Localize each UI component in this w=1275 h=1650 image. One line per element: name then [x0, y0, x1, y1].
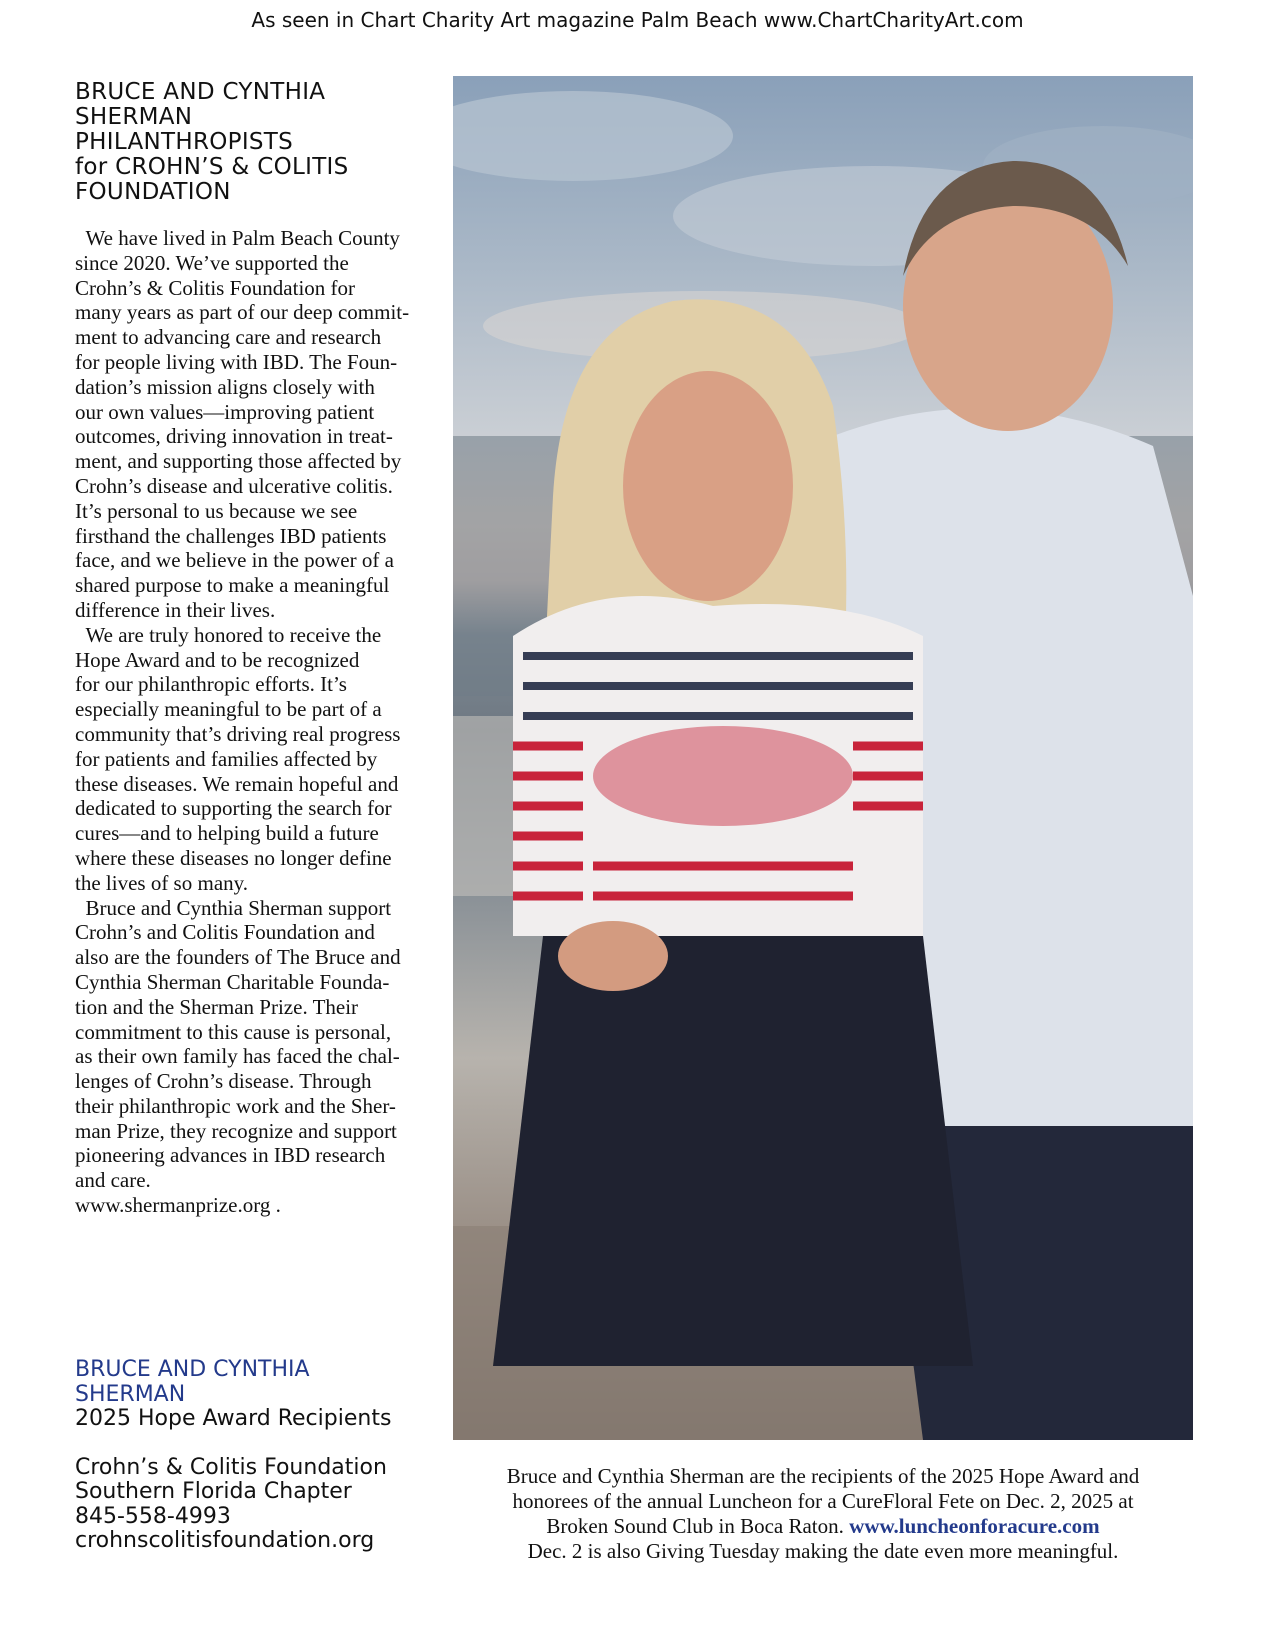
body-line: their philanthropic work and the Sher- — [75, 1093, 396, 1118]
body-line: face, and we believe in the power of a — [75, 548, 394, 573]
body-line: since 2020. We’ve supported the — [75, 250, 349, 275]
body-line: Crohn’s disease and ulcerative colitis. — [75, 473, 393, 498]
body-line: especially meaningful to be part of a — [75, 697, 382, 722]
recipient-info — [75, 1358, 445, 1554]
body-line: pioneering advances in IBD research — [75, 1143, 386, 1168]
body-line: lenges of Crohn’s disease. Through — [75, 1069, 372, 1094]
headline-line: PHILANTHROPISTS — [75, 129, 294, 155]
body-line: firsthand the challenges IBD patients — [75, 523, 387, 548]
body-line: It’s personal to us because we see — [75, 498, 358, 523]
body-line: We have lived in Palm Beach County — [75, 226, 400, 250]
caption-line: honorees of the annual Luncheon for a CureFloral Fete on Dec. 2, 2025 at — [512, 1489, 1134, 1513]
article-body — [75, 226, 451, 1218]
body-line: for patients and families affected by — [75, 746, 378, 771]
caption-line: Dec. 2 is also Giving Tuesday making the date even more meaningful. — [527, 1539, 1119, 1563]
body-line: ment to advancing care and research — [75, 325, 382, 350]
article-headline — [75, 80, 435, 205]
caption-line: Bruce and Cynthia Sherman are the recipients of the 2025 Hope Award and — [506, 1464, 1140, 1488]
body-line: Crohn’s and Colitis Foundation and — [75, 920, 375, 945]
award-title: 2025 Hope Award Recipients — [75, 1406, 392, 1431]
body-line: for our philanthropic efforts. It’s — [75, 672, 347, 697]
body-line: community that’s driving real progress — [75, 721, 401, 746]
caption-text: Broken Sound Club in Boca Raton. — [546, 1514, 844, 1538]
top-banner: As seen in Chart Charity Art magazine Palm Beach www.ChartCharityArt.com — [251, 8, 1024, 32]
luncheon-link[interactable]: www.luncheonforacure.com — [849, 1514, 1100, 1538]
body-line: commitment to this cause is personal, — [75, 1019, 392, 1044]
body-line: many years as part of our deep commit- — [75, 300, 410, 325]
caption-line — [453, 1514, 1193, 1539]
headline-line: SHERMAN — [75, 104, 193, 130]
body-line: also are the founders of The Bruce and — [75, 945, 401, 970]
body-line: ment, and supporting those affected by — [75, 449, 402, 474]
body-line: cures—and to helping build a future — [75, 821, 379, 846]
body-line: man Prize, they recognize and support — [75, 1118, 397, 1143]
couple-photo — [453, 76, 1193, 1440]
body-line: dation’s mission aligns closely with — [75, 374, 375, 399]
body-line: Bruce and Cynthia Sherman support — [75, 895, 392, 920]
headline-line: for CROHN’S & COLITIS — [75, 154, 349, 180]
body-line: www.shermanprize.org . — [75, 1193, 281, 1218]
phone-number: 845-558-4993 — [75, 1503, 231, 1529]
headline-line: BRUCE AND CYNTHIA — [75, 79, 326, 105]
recipient-names: SHERMAN — [75, 1381, 186, 1407]
body-line: the lives of so many. — [75, 870, 249, 895]
body-line: these diseases. We remain hopeful and — [75, 771, 399, 796]
body-line: where these diseases no longer define — [75, 845, 392, 870]
headline-line: FOUNDATION — [75, 179, 231, 205]
org-name: Crohn’s & Colitis Foundation — [75, 1454, 387, 1480]
photo-illustration — [453, 76, 1193, 1440]
body-line: tion and the Sherman Prize. Their — [75, 994, 359, 1019]
body-line: We are truly honored to receive the — [75, 622, 382, 647]
body-line: outcomes, driving innovation in treat- — [75, 424, 393, 449]
body-line: shared purpose to make a meaningful — [75, 573, 390, 598]
body-line: Cynthia Sherman Charitable Founda- — [75, 969, 390, 994]
body-line: dedicated to supporting the search for — [75, 796, 392, 821]
body-line: as their own family has faced the chal- — [75, 1044, 400, 1069]
body-line: our own values—improving patient — [75, 399, 375, 424]
body-line: difference in their lives. — [75, 597, 276, 622]
org-website: crohnscolitisfoundation.org — [75, 1528, 375, 1553]
body-line: for people living with IBD. The Foun- — [75, 349, 398, 374]
chapter-name: Southern Florida Chapter — [75, 1479, 352, 1504]
body-line: Hope Award and to be recognized — [75, 647, 360, 672]
photo-caption — [453, 1464, 1193, 1564]
recipient-names: BRUCE AND CYNTHIA — [75, 1357, 310, 1382]
body-line: Crohn’s & Colitis Foundation for — [75, 275, 356, 300]
body-line: and care. — [75, 1168, 151, 1193]
